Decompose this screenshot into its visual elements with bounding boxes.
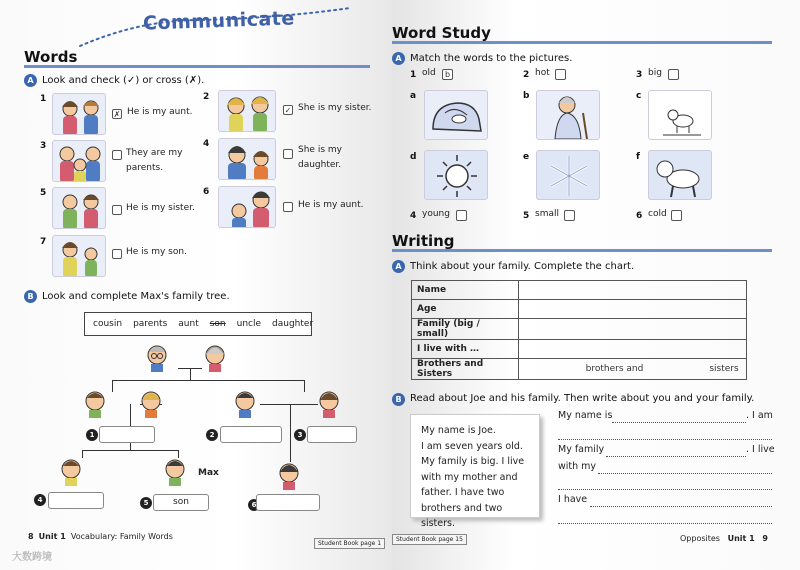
match-answer-box[interactable] — [671, 210, 682, 221]
word-study-heading: Word Study — [392, 24, 772, 44]
story-line: My name is Joe. — [421, 425, 496, 436]
writing-line[interactable] — [590, 494, 772, 507]
chart-row-label: Family (big / small) — [412, 319, 519, 340]
chart-answer-cell[interactable] — [518, 300, 746, 319]
section-b-instruction: Look and complete Max's family tree. — [42, 291, 230, 302]
item-number: 4 — [203, 139, 210, 149]
tree-line — [290, 404, 291, 462]
word-bank-item-used: son — [209, 319, 226, 329]
chart-row-label: Age — [412, 300, 519, 319]
tree-answer-1[interactable] — [99, 426, 155, 443]
tree-answer-6[interactable] — [256, 494, 320, 511]
writing-heading: Writing — [392, 232, 772, 252]
story-line: My family is big. I live — [421, 456, 525, 467]
words-heading: Words — [24, 48, 370, 68]
picture-letter: a — [410, 91, 417, 101]
chart-row-label: Name — [412, 281, 519, 300]
word-bank — [84, 312, 312, 336]
picture-small-dog — [648, 90, 712, 140]
writing-a-instruction: Think about your family. Complete the chart. — [410, 261, 635, 272]
writing-line[interactable] — [612, 410, 746, 423]
match-word: cold — [648, 209, 667, 219]
story-line: brothers and two sisters. — [421, 502, 503, 529]
page-banner-title: Communicate — [142, 7, 296, 35]
prompt-text: I have — [558, 494, 588, 505]
chart-row — [412, 359, 747, 380]
uncle-face — [84, 390, 106, 418]
match-answer-box[interactable]: b — [442, 69, 453, 80]
writing-line[interactable] — [606, 444, 746, 457]
family-chart — [411, 280, 747, 380]
word-bank-item: uncle — [236, 319, 262, 329]
page-number: 9 — [762, 534, 768, 543]
chart-row — [412, 340, 747, 359]
chart-answer-cell[interactable] — [518, 319, 746, 340]
daughter-face — [278, 462, 300, 490]
writing-line[interactable] — [558, 427, 772, 440]
family-picture — [52, 93, 106, 135]
answer-checkbox[interactable]: ✗ — [113, 110, 121, 119]
watermark: 大数跨境 — [12, 552, 52, 563]
left-footer — [28, 532, 173, 541]
word-number: 2 — [523, 70, 530, 80]
prompt-text: . I live — [746, 444, 775, 455]
statement-text: She is my daughter. — [298, 145, 342, 170]
tree-line — [304, 380, 305, 392]
family-picture — [52, 235, 106, 277]
match-word: hot — [535, 68, 550, 78]
word-number: 5 — [523, 211, 530, 221]
writing-b-badge: B — [392, 393, 405, 406]
statement-text: He is my son. — [126, 247, 187, 257]
tree-line — [260, 404, 318, 405]
item-number: 3 — [40, 141, 47, 151]
prompt-text: My name is — [558, 410, 613, 421]
slot-number: 1 — [86, 429, 98, 441]
item-number: 7 — [40, 237, 47, 247]
picture-letter: c — [636, 91, 642, 101]
statement-text: He is my aunt. — [127, 107, 193, 117]
picture-letter: d — [410, 152, 417, 162]
word-study-instruction: Match the words to the pictures. — [410, 53, 573, 64]
writing-line[interactable] — [558, 477, 772, 490]
section-a-instruction: Look and check (✓) or cross (✗). — [42, 75, 205, 86]
word-number: 3 — [636, 70, 643, 80]
chart-row-label: I live with … — [412, 340, 519, 359]
student-book-ref: Student Book page 15 — [392, 534, 467, 545]
left-page — [0, 0, 392, 570]
match-answer-box[interactable] — [668, 69, 679, 80]
match-answer-box[interactable] — [564, 210, 575, 221]
answer-checkbox[interactable] — [112, 205, 122, 215]
match-word: small — [535, 209, 559, 219]
writing-line[interactable] — [558, 511, 772, 524]
chart-row — [412, 281, 747, 300]
chart-row — [412, 319, 747, 340]
section-a-badge: A — [24, 74, 37, 87]
tree-line — [82, 450, 83, 458]
tree-answer-2[interactable] — [220, 426, 282, 443]
word-number: 6 — [636, 211, 643, 221]
family-picture — [218, 90, 276, 132]
aunt-face — [140, 390, 162, 418]
word-study-badge: A — [392, 52, 405, 65]
picture-letter: e — [523, 152, 530, 162]
slot-number: 4 — [34, 494, 46, 506]
student-book-ref: Student Book page 1 — [314, 538, 385, 549]
word-number: 4 — [410, 211, 417, 221]
match-answer-box[interactable] — [456, 210, 467, 221]
tree-line — [112, 380, 304, 381]
statement-text: He is my aunt. — [298, 200, 364, 210]
tree-answer-5[interactable]: son — [153, 494, 209, 511]
sisters-label: sisters — [709, 364, 739, 374]
picture-old-woman — [536, 90, 600, 140]
answer-checkbox[interactable]: ✓ — [284, 106, 292, 115]
tree-answer-4[interactable] — [48, 492, 104, 509]
unit-label: Unit 1 — [38, 532, 66, 541]
prompt-text: My family — [558, 444, 605, 455]
slot-number: 2 — [206, 429, 218, 441]
item-number: 5 — [40, 188, 47, 198]
grandfather-face — [146, 344, 168, 372]
word-bank-item: parents — [133, 319, 168, 329]
writing-a-badge: A — [392, 260, 405, 273]
max-label: Max — [198, 468, 219, 478]
joe-story-card — [410, 414, 540, 529]
tree-line — [178, 450, 179, 458]
prompt-text: . I am — [746, 410, 773, 421]
writing-b-instruction: Read about Joe and his family. Then write about you and your family. — [410, 393, 755, 404]
son-face — [164, 458, 186, 486]
match-word: old — [422, 68, 436, 78]
statement-text: He is my sister. — [126, 203, 195, 213]
story-line: I am seven years old. — [421, 440, 523, 452]
answer-checkbox[interactable] — [283, 149, 293, 159]
item-number: 6 — [203, 187, 210, 197]
family-picture — [218, 138, 276, 180]
cousin-face — [60, 458, 82, 486]
family-picture — [52, 140, 106, 182]
story-line: with my mother and — [421, 471, 518, 483]
word-bank-item: daughter — [272, 319, 314, 329]
answer-checkbox[interactable] — [283, 202, 293, 212]
picture-snowflake — [536, 150, 600, 200]
picture-old-shoe — [424, 90, 488, 140]
answer-checkbox[interactable] — [112, 150, 122, 160]
word-bank-item: cousin — [93, 319, 123, 329]
slot-number: 5 — [140, 497, 152, 509]
item-number: 1 — [40, 94, 47, 104]
match-word: big — [648, 68, 662, 78]
statement-text: They are my parents. — [126, 148, 183, 173]
family-picture — [218, 186, 276, 228]
word-number: 1 — [410, 70, 417, 80]
word-bank-item: aunt — [178, 319, 199, 329]
prompt-text: with my — [558, 461, 597, 472]
tree-line — [190, 368, 191, 380]
match-word: young — [422, 209, 450, 219]
father-face — [234, 390, 256, 418]
mother-face — [318, 390, 340, 418]
picture-letter: f — [636, 152, 640, 162]
footer-topic: Vocabulary: Family Words — [70, 532, 173, 541]
story-line: father. I have two — [421, 487, 505, 498]
page-number: 8 — [28, 532, 34, 541]
match-answer-box[interactable] — [555, 69, 566, 80]
tree-line — [112, 380, 113, 392]
unit-label: Unit 1 — [727, 534, 755, 543]
tree-answer-3[interactable] — [307, 426, 357, 443]
chart-answer-cell[interactable] — [518, 281, 746, 300]
right-page — [392, 0, 800, 570]
right-footer — [680, 534, 768, 543]
family-picture — [52, 187, 106, 229]
slot-number: 3 — [294, 429, 306, 441]
tree-line — [82, 450, 178, 451]
brothers-label: brothers and — [585, 364, 644, 374]
statement-text: She is my sister. — [298, 103, 372, 113]
chart-row — [412, 300, 747, 319]
chart-answer-cell[interactable] — [518, 359, 746, 380]
chart-answer-cell[interactable] — [518, 340, 746, 359]
writing-line[interactable] — [598, 461, 772, 474]
slot-number: 6 — [248, 499, 260, 511]
section-b-badge: B — [24, 290, 37, 303]
answer-checkbox[interactable] — [112, 249, 122, 259]
picture-letter: b — [523, 91, 530, 101]
picture-big-dog — [648, 150, 712, 200]
chart-row-label: Brothers and Sisters — [412, 359, 519, 380]
footer-topic: Opposites — [680, 534, 720, 543]
picture-sun — [424, 150, 488, 200]
grandmother-face — [204, 344, 226, 372]
item-number: 2 — [203, 92, 210, 102]
